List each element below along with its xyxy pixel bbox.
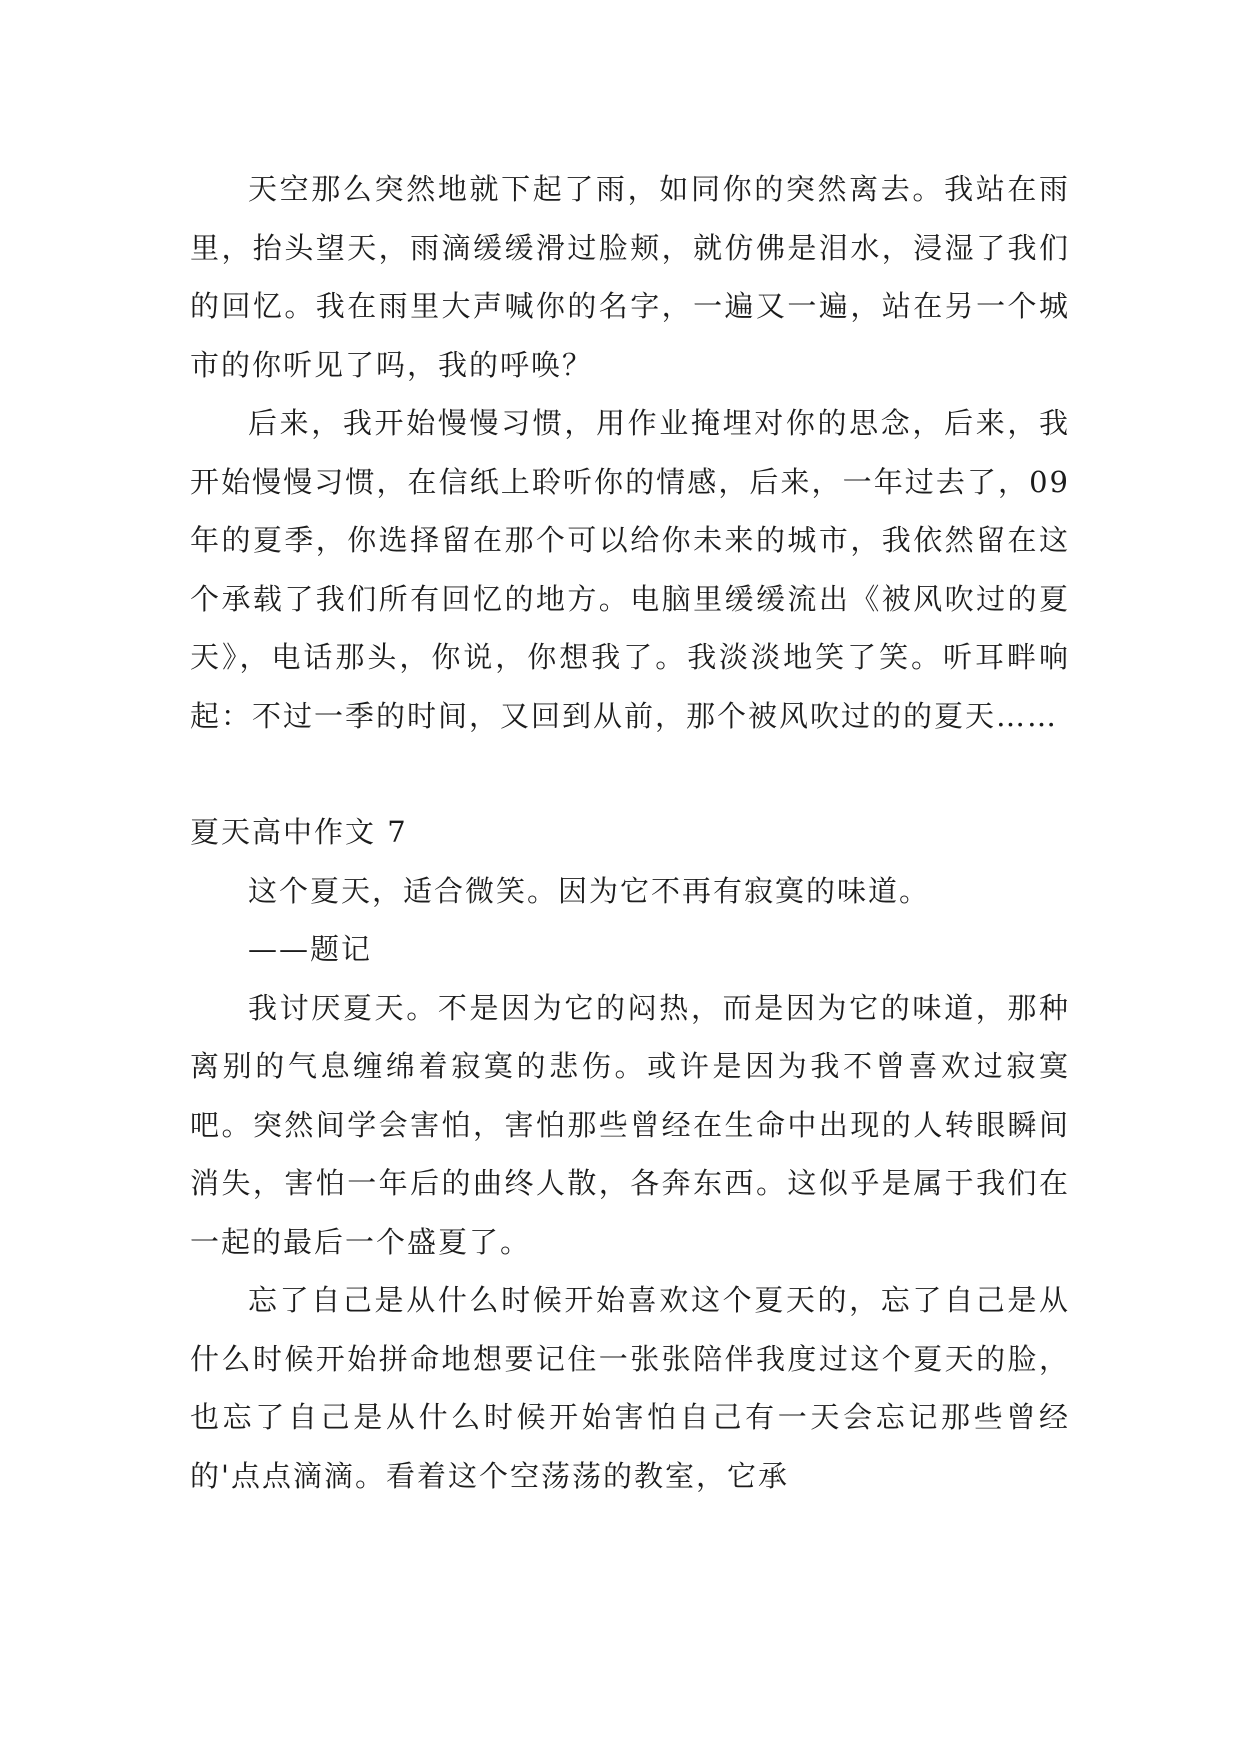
paragraph-forgot: 忘了自己是从什么时候开始喜欢这个夏天的，忘了自己是从什么时候开始拼命地想要记住一张张陪伴我度过这个夏天的脸，也忘了自己是从什么时候开始害怕自己有一天会忘记那些曾经的'点点滴滴。看着这个空荡荡的教室，它承 — [190, 1283, 1070, 1493]
document-body — [190, 160, 1070, 1505]
paragraph-rain: 天空那么突然地就下起了雨，如同你的突然离去。我站在雨里，抬头望天，雨滴缓缓滑过脸颊，就仿佛是泪水，浸湿了我们的回忆。我在雨里大声喊你的名字，一遍又一遍，站在另一个城市的你听见了吗，我的呼唤？ — [190, 172, 1070, 382]
paragraph-hate-summer: 我讨厌夏天。不是因为它的闷热，而是因为它的味道，那种离别的气息缠绵着寂寞的悲伤。或许是因为我不曾喜欢过寂寞吧。突然间学会害怕，害怕那些曾经在生命中出现的人转眼瞬间消失，害怕一年后的曲终人散，各奔东西。这似乎是属于我们在一起的最后一个盛夏了。 — [190, 990, 1070, 1259]
section-title: 夏天高中作文 7 — [190, 815, 408, 849]
paragraph-later: 后来，我开始慢慢习惯，用作业掩埋对你的思念，后来，我开始慢慢习惯，在信纸上聆听你的情感，后来，一年过去了，09 年的夏季，你选择留在那个可以给你未来的城市，我依然留在这个承载了我们所有回忆的地方。电脑里缓缓流出《被风吹过的夏天》，电话那头，你说，你想我了。我淡淡地笑了笑。听耳畔响起：不过一季的时间，又回到从前，那个被风吹过的的夏天…… — [190, 406, 1070, 733]
epigraph: 这个夏天，适合微笑。因为它不再有寂寞的味道。 — [248, 873, 931, 908]
epigraph-attribution: ——题记 — [248, 932, 373, 966]
